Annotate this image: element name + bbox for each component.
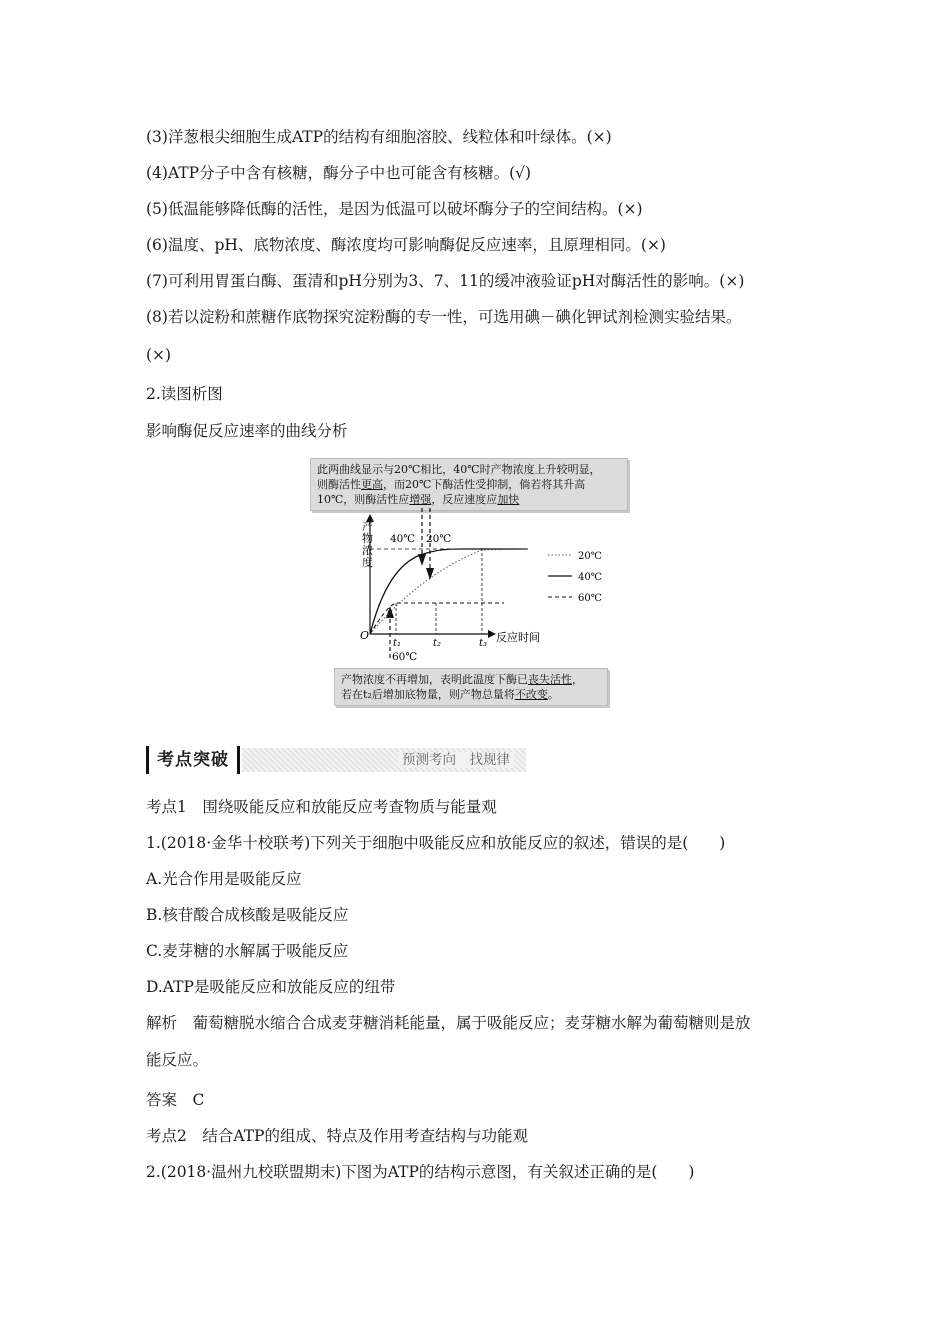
label-60c: 60℃: [392, 651, 418, 663]
label-20c: 20℃: [426, 533, 452, 545]
label-40c: 40℃: [390, 533, 416, 545]
item-6: (6)温度、pH、底物浓度、酶浓度均可影响酶促反应速率，且原理相同。(×): [146, 236, 666, 254]
x-axis-arrow: [488, 630, 496, 638]
banner-subtitle: 预测考向 找规律: [242, 748, 526, 772]
curve-40c: [370, 549, 528, 634]
top-box-line-2: 则酶活性更高，而20℃下酶活性受抑制，倘若将其升高: [317, 478, 586, 491]
legend-20c: 20℃: [578, 551, 602, 562]
legend-60c: 60℃: [578, 593, 602, 604]
legend-40c: 40℃: [578, 572, 602, 583]
bottom-annotation-box: [334, 668, 608, 706]
item-5: (5)低温能够降低酶的活性，是因为低温可以破坏酶分子的空间结构。(×): [146, 200, 643, 218]
t1-label: t₁: [393, 638, 402, 649]
x-axis-label: 反应时间: [496, 631, 540, 644]
bottom-box-line-2: 若在t₂后增加底物量，则产物总量将不改变。: [341, 688, 559, 701]
q1-answer: 答案 C: [146, 1091, 205, 1109]
q1-stem: 1.(2018·金华十校联考)下列关于细胞中吸能反应和放能反应的叙述，错误的是( ): [146, 834, 726, 852]
q1-option-a: A.光合作用是吸能反应: [146, 870, 302, 888]
section-banner: [146, 746, 526, 774]
top-box-line-1: 此两曲线显示与20℃相比，40℃时产物浓度上升较明显，: [317, 463, 601, 476]
q1-option-c: C.麦芽糖的水解属于吸能反应: [146, 942, 349, 960]
bottom-box-line-1: 产物浓度不再增加，表明此温度下酶已丧失活性，: [341, 673, 583, 686]
q2-stem: 2.(2018·温州九校联盟期末)下图为ATP的结构示意图，有关叙述正确的是( ): [146, 1163, 695, 1181]
section-2-title: 2.读图析图: [146, 385, 223, 403]
enzyme-curve-figure: [310, 458, 630, 708]
kaodian-1: 考点1 围绕吸能反应和放能反应考查物质与能量观: [146, 798, 497, 816]
item-7: (7)可利用胃蛋白酶、蛋清和pH分别为3、7、11的缓冲液验证pH对酶活性的影响。(×): [146, 272, 745, 290]
origin-label: O: [360, 629, 370, 642]
figure-caption: 影响酶促反应速率的曲线分析: [146, 422, 348, 440]
q1-analysis-cont: 能反应。: [146, 1051, 209, 1069]
q1-option-d: D.ATP是吸能反应和放能反应的纽带: [146, 978, 396, 996]
y-axis-label: 产物浓度: [362, 520, 373, 569]
item-8-answer: (×): [146, 346, 172, 364]
t2-label: t₂: [433, 638, 442, 649]
item-3: (3)洋葱根尖细胞生成ATP的结构有细胞溶胶、线粒体和叶绿体。(×): [146, 128, 612, 146]
t3-label: t₃: [479, 638, 488, 649]
q1-analysis: 解析 葡萄糖脱水缩合合成麦芽糖消耗能量，属于吸能反应；麦芽糖水解为葡萄糖则是放: [146, 1014, 751, 1032]
kaodian-2: 考点2 结合ATP的组成、特点及作用考查结构与功能观: [146, 1127, 528, 1145]
banner-title: 考点突破: [146, 746, 240, 774]
item-4: (4)ATP分子中含有核糖，酶分子中也可能含有核糖。(√): [146, 164, 532, 182]
curve-20c: [370, 549, 528, 634]
top-box-line-3: 10℃，则酶活性应增强，反应速度应加快: [317, 493, 520, 506]
legend: [548, 551, 602, 604]
q1-option-b: B.核苷酸合成核酸是吸能反应: [146, 906, 349, 924]
item-8: (8)若以淀粉和蔗糖作底物探究淀粉酶的专一性，可选用碘－碘化钾试剂检测实验结果。: [146, 308, 742, 326]
